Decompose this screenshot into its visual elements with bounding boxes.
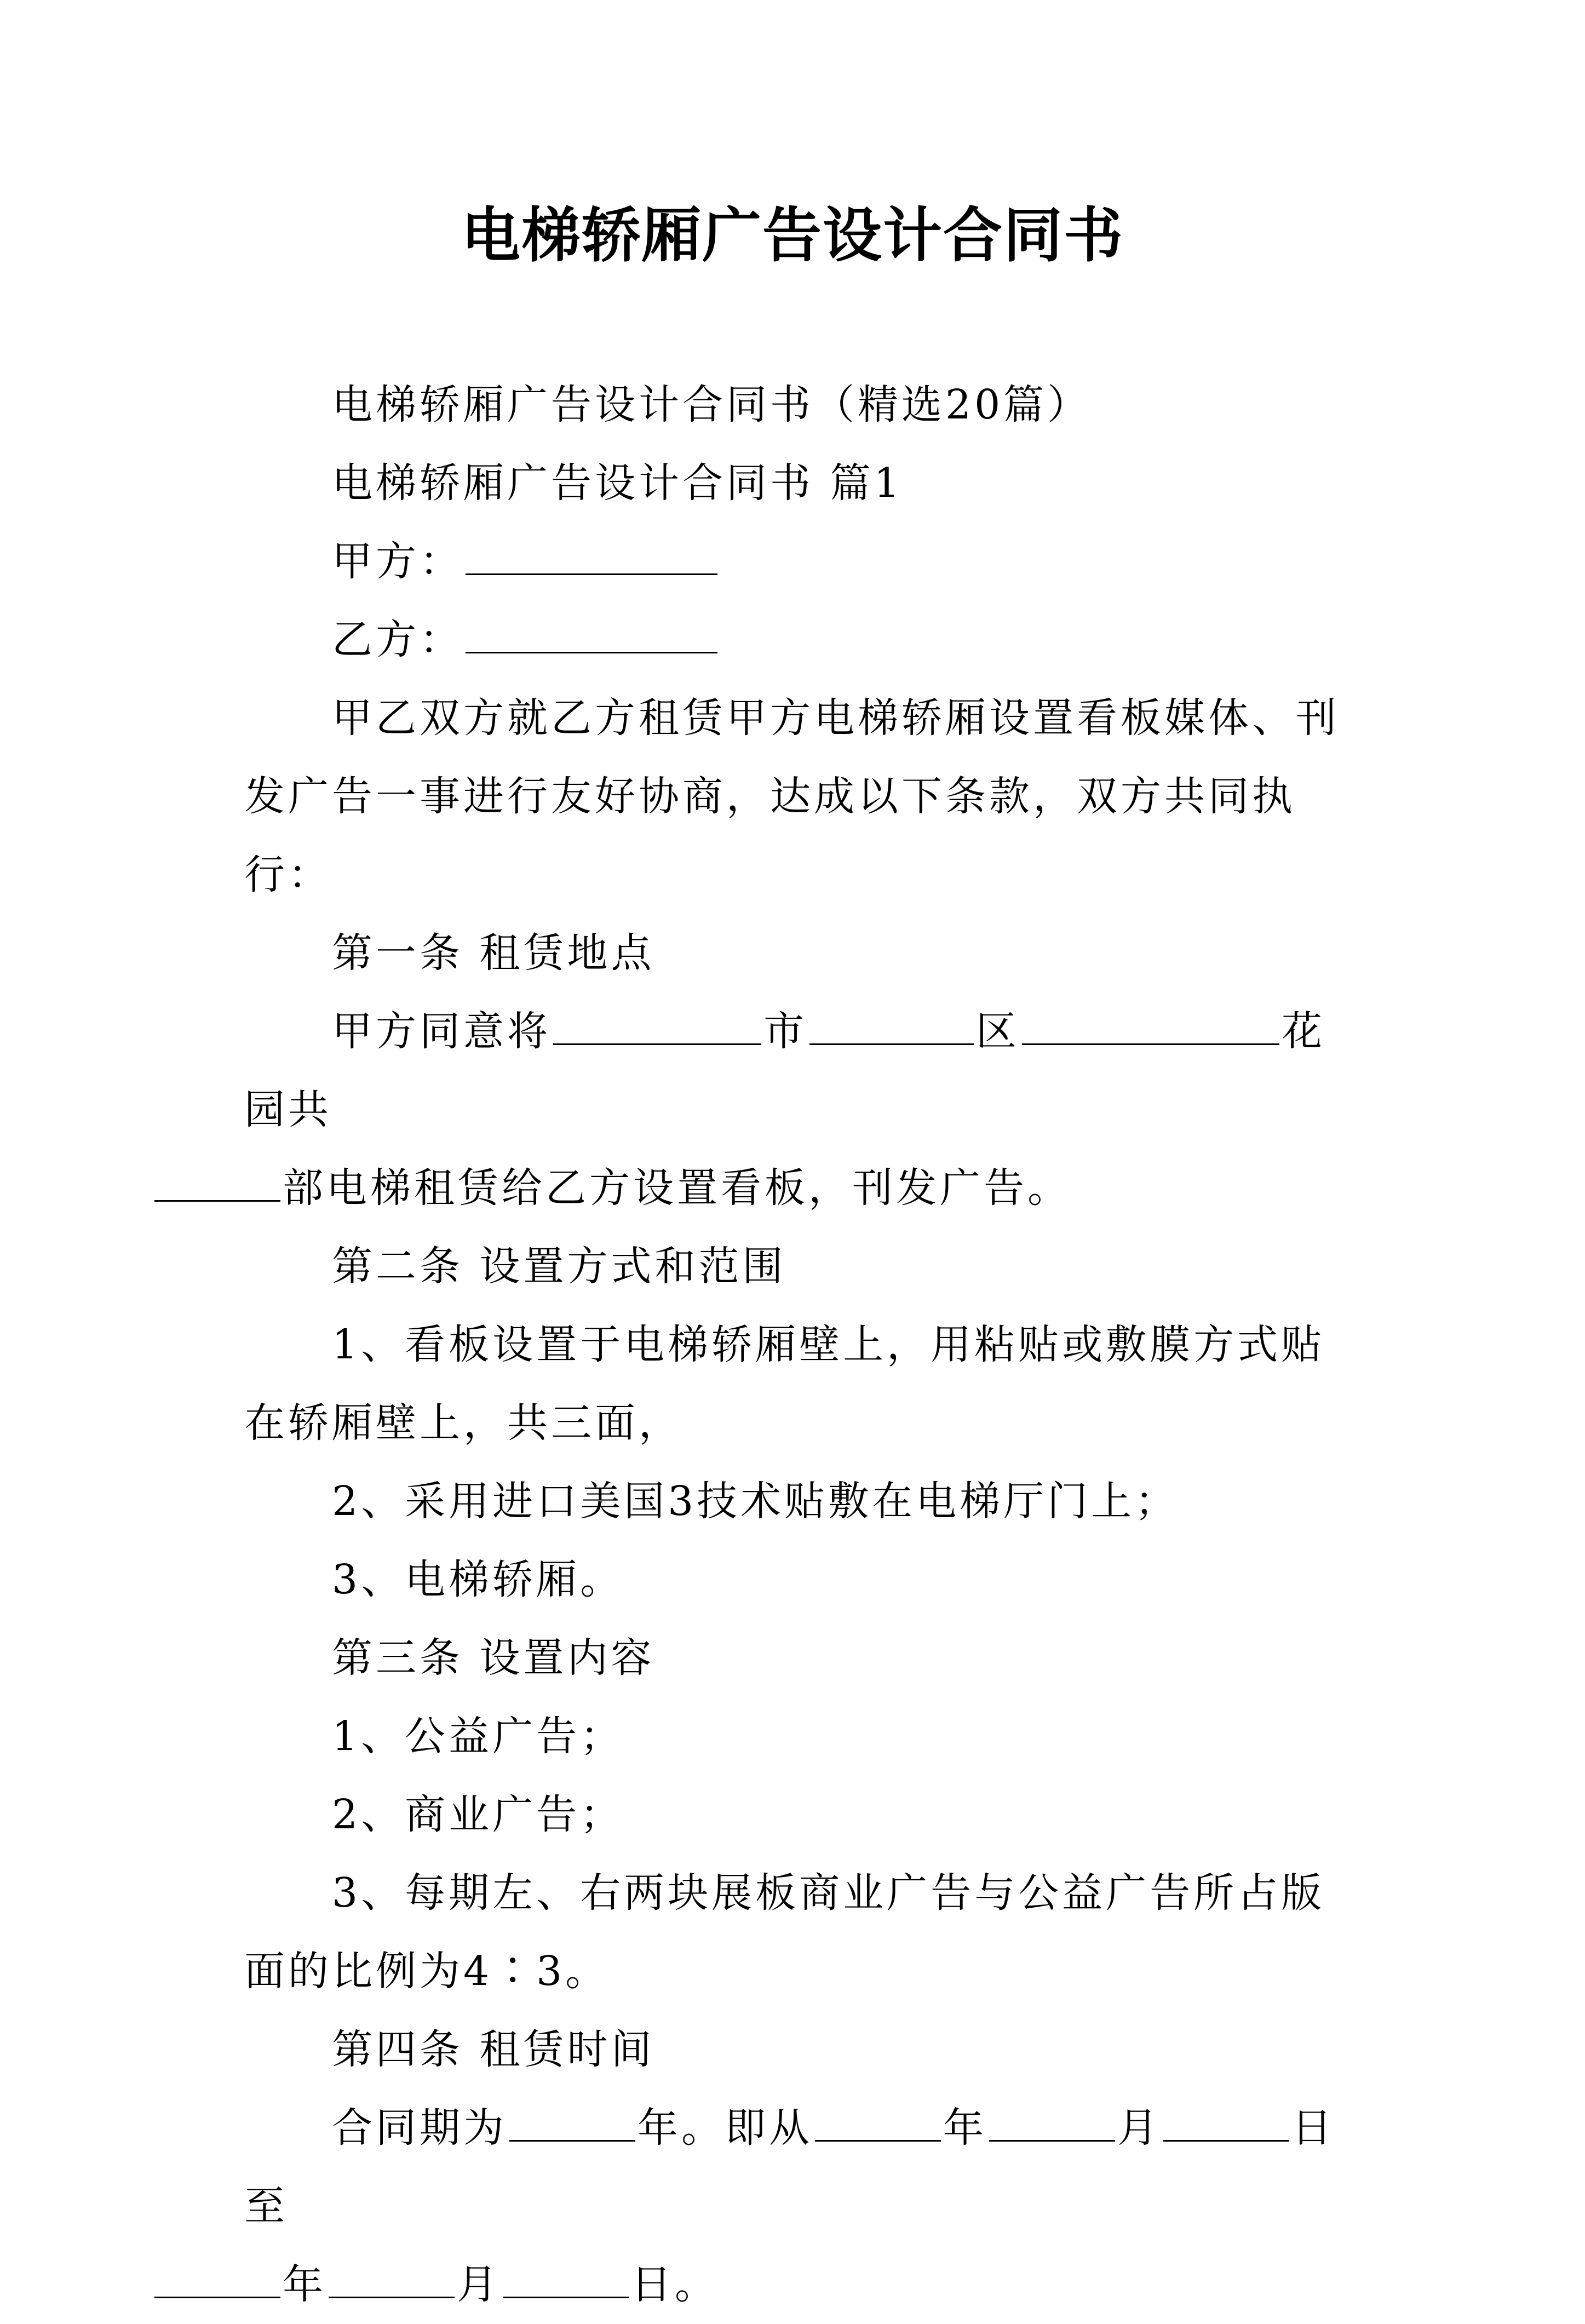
elevator-count-blank	[154, 1156, 280, 1202]
end-day-blank	[503, 2253, 629, 2298]
art1-seg-b: 市	[763, 1008, 807, 1055]
article-2-item-1: 1、看板设置于电梯轿厢壁上，用粘贴或敷膜方式贴在轿厢壁上，共三面，	[244, 1321, 1325, 1447]
party-b-blank	[466, 608, 717, 653]
intro-paragraph: 甲乙双方就乙方租赁甲方电梯轿厢设置看板媒体、刊发广告一事进行友好协商，达成以下条款，双方共同执行：	[244, 695, 1340, 898]
art4-seg-d: 月	[1117, 2104, 1161, 2151]
article-1-text	[244, 992, 1357, 1227]
party-b-line	[244, 601, 1357, 679]
article-2-item-3: 3、电梯轿厢。	[332, 1556, 624, 1603]
article-4-text	[244, 2089, 1357, 2324]
art4-seg-e: 日至	[244, 2104, 1335, 2230]
term-years-blank	[509, 2096, 635, 2142]
art4-seg-a: 合同期为	[332, 2104, 507, 2151]
art1-seg-d: 花园共	[244, 1008, 1325, 1133]
art4-seg-g: 月	[457, 2261, 501, 2308]
article-3-item-1: 1、公益广告；	[332, 1713, 624, 1760]
article-3-item-3: 3、每期左、右两块展板商业广告与公益广告所占版面的比例为4∶3。	[244, 1869, 1325, 1995]
art4-seg-h: 日。	[631, 2261, 719, 2308]
party-a-label: 甲方：	[332, 538, 463, 585]
art4-seg-b: 年。即从	[638, 2104, 813, 2151]
garden-blank	[1022, 1000, 1279, 1045]
subtitle: 电梯轿厢广告设计合同书（精选20篇）	[332, 381, 1092, 428]
city-blank	[553, 1000, 761, 1045]
start-month-blank	[989, 2096, 1115, 2142]
end-year-blank	[154, 2253, 280, 2298]
art1-seg-c: 区	[976, 1008, 1020, 1055]
start-day-blank	[1163, 2096, 1289, 2142]
party-a-line	[244, 523, 1357, 601]
article-1-heading: 第一条 租赁地点	[332, 929, 655, 977]
art4-seg-f: 年	[283, 2261, 326, 2308]
start-year-blank	[815, 2096, 941, 2142]
article-3-heading: 第三条 设置内容	[332, 1634, 655, 1682]
article-4-heading: 第四条 租赁时间	[332, 2026, 655, 2073]
part-heading: 电梯轿厢广告设计合同书 篇1	[332, 460, 903, 507]
art1-seg-e: 部电梯租赁给乙方设置看板，刊发广告。	[283, 1164, 1071, 1212]
end-month-blank	[329, 2253, 455, 2298]
art4-seg-c: 年	[943, 2104, 987, 2151]
art1-seg-a: 甲方同意将	[332, 1008, 551, 1055]
party-a-blank	[466, 530, 717, 575]
document-title: 电梯轿厢广告设计合同书	[461, 201, 1124, 270]
article-3-item-2: 2、商业广告；	[332, 1791, 624, 1838]
district-blank	[809, 1000, 974, 1045]
article-2-heading: 第二条 设置方式和范围	[332, 1243, 786, 1290]
party-b-label: 乙方：	[332, 616, 463, 663]
article-2-item-2: 2、采用进口美国3技术贴敷在电梯厅门上；	[332, 1478, 1179, 1525]
document-body	[244, 366, 1357, 2324]
